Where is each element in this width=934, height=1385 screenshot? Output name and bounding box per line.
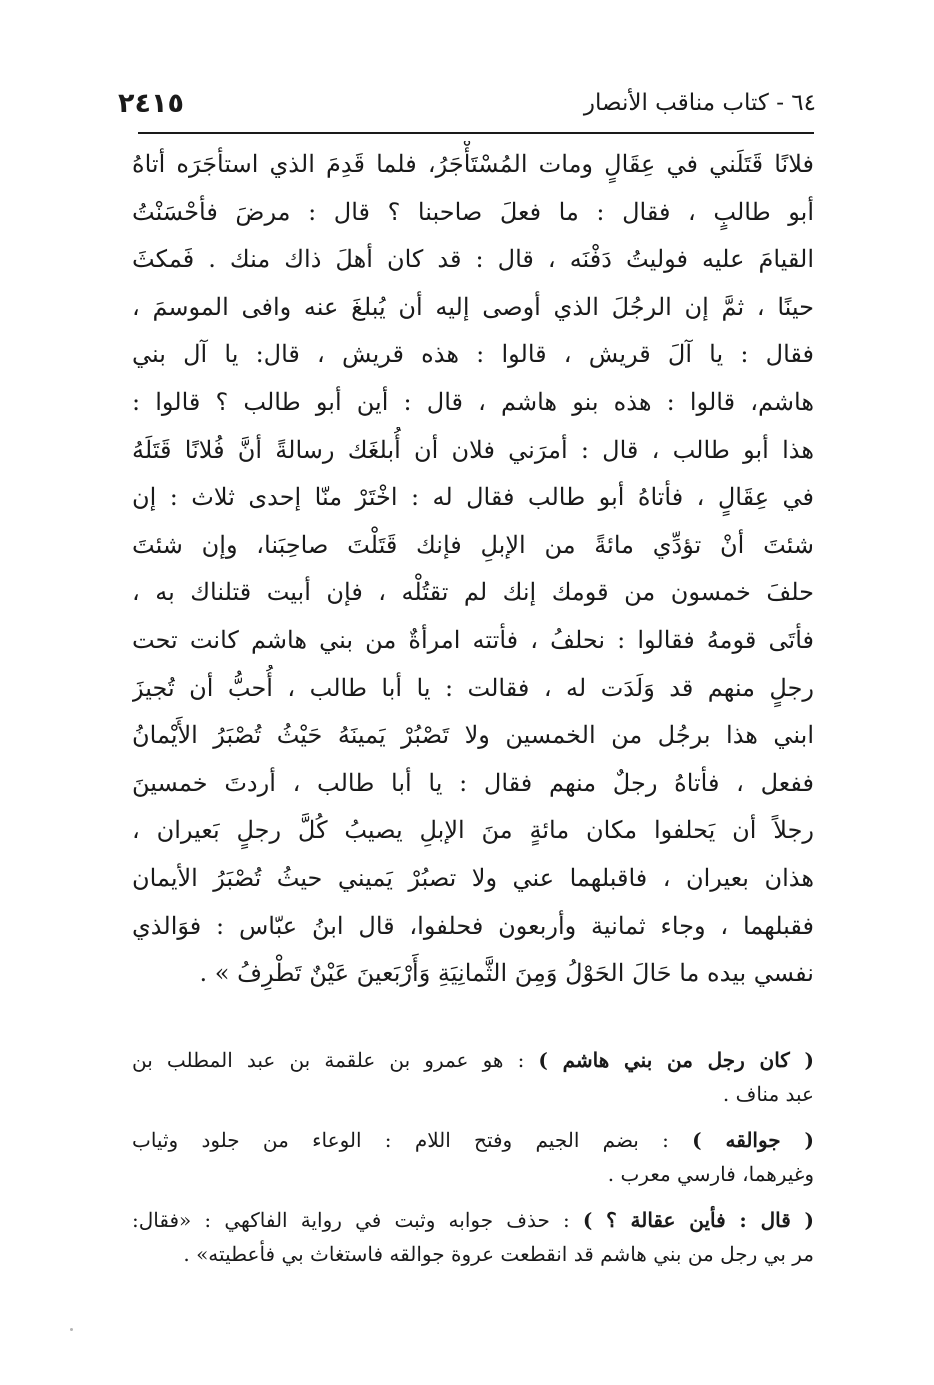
commentary-note xyxy=(132,1043,814,1111)
text-line: رجلاً أن يَحلفوا مكان مائةٍ منَ الإبلِ يصيبُ كُلَّ رجلٍ بَعيران ، xyxy=(132,816,814,845)
text-line: شئتَ أنْ تؤدِّي مائةً من الإبلِ فإنك قَتَلْتَ صاحِبَنا، وإن شئتَ xyxy=(132,530,814,559)
note-line xyxy=(132,1043,814,1077)
scan-speck xyxy=(70,1328,73,1331)
note-line: وغيرهما، فارسي معرب . xyxy=(607,1162,814,1186)
text-line: القيامَ عليه فوليتُ دَفْنَه ، قال : قد كان أهلَ ذاك منك . فَمكثَ xyxy=(132,245,814,274)
text-line: ابني هذا برجُل من الخمسين ولا تَصْبُرْ يَمينَهُ حَيْثُ تُصْبَرُ الأَيْمانُ xyxy=(132,721,814,750)
text-line: في عِقَالٍ ، فأتاهُ أبو طالب فقال له : اخْتَرْ منّا إحدى ثلاث : إن xyxy=(132,483,814,512)
note-heading: ( جوالقه ) xyxy=(692,1128,814,1152)
text-line: فأتَى قومهُ فقالوا : نحلفُ ، فأتته امرأةٌ من بني هاشم كانت تحت xyxy=(132,625,814,654)
page-number: ٢٤١٥ xyxy=(118,88,184,119)
text-line: أبو طالبٍ ، فقال : ما فعلَ صاحبنا ؟ قال : مرضَ فأحْسَنْتُ xyxy=(132,197,814,226)
text-line: فقال : يا آلَ قريش ، قالوا : هذه قريش ، قال: يا آل بني xyxy=(132,340,814,369)
note-text: : حذف جوابه وثبت في رواية الفاكهي : «فقال: xyxy=(132,1208,583,1232)
note-heading: ( قال : فأين عقالة ؟ ) xyxy=(582,1208,814,1232)
commentary-note xyxy=(132,1203,814,1271)
text-line: فقبلهما ، وجاء ثمانية وأربعون فحلفوا، قال ابنُ عبّاس : فوَالذي xyxy=(132,911,814,940)
note-heading: ( كان رجل من بني هاشم ) xyxy=(538,1048,814,1072)
running-head: ٦٤ - كتاب مناقب الأنصار xyxy=(583,90,816,116)
note-line xyxy=(132,1123,814,1157)
note-text: : هو عمرو بن علقمة بن عبد المطلب بن xyxy=(132,1048,539,1072)
text-line: فلانًا قَتَلَني في عِقَالٍ ومات المُسْتَأْجَرُ، فلما قَدِمَ الذي استأجَرَه أتاهُ xyxy=(132,150,814,178)
text-line: هذا أبو طالب ، قال : أمرَني فلان أن أُبلغَك رسالةً أنَّ فُلانًا قَتَلَهُ xyxy=(132,435,814,464)
text-line: حلفَ خمسون من قومك إنك لم تقتُلْه ، فإن أبيت قتلناك به ، xyxy=(132,578,814,607)
text-line: حينًا ، ثمَّ إن الرجُلَ الذي أوصى إليه أن يُبلغَ عنه وافى الموسمَ ، xyxy=(132,292,814,321)
header-rule xyxy=(138,132,814,134)
text-line: هذان بعيران ، فاقبلهما عني ولا تصبُرْ يَميني حيثُ تُصْبَرُ الأيمان xyxy=(132,863,814,892)
text-line: نفسي بيده ما حَالَ الحَوْلُ وَمِنَ الثَّمانِيَةِ وَأَرْبَعينَ عَيْنٌ تَطْرِفُ » . xyxy=(199,959,814,988)
text-line: رجلٍ منهم قد وَلَدَت له ، فقالت : يا أبا طالب ، أُحبُّ أن تُجيزَ xyxy=(132,673,814,702)
note-line xyxy=(132,1203,814,1237)
note-text: : بضم الجيم وفتح اللام : الوعاء من جلود وثياب xyxy=(132,1128,693,1152)
main-text xyxy=(132,141,814,998)
commentary-note xyxy=(132,1123,814,1191)
page-header xyxy=(118,88,816,128)
text-line: ففعل ، فأتاهُ رجلٌ منهم فقال : يا أبا طالب ، أردتَ خمسينَ xyxy=(132,768,814,797)
note-line: مر بي رجل من بني هاشم قد انقطعت عروة جوالقه فاستغاث بي فأعطيته» . xyxy=(183,1242,814,1266)
note-line: عبد مناف . xyxy=(722,1082,814,1106)
commentary-notes xyxy=(132,1043,814,1271)
text-line: هاشم، قالوا : هذه بنو هاشم ، قال : أين أبو طالب ؟ قالوا : xyxy=(132,387,814,416)
